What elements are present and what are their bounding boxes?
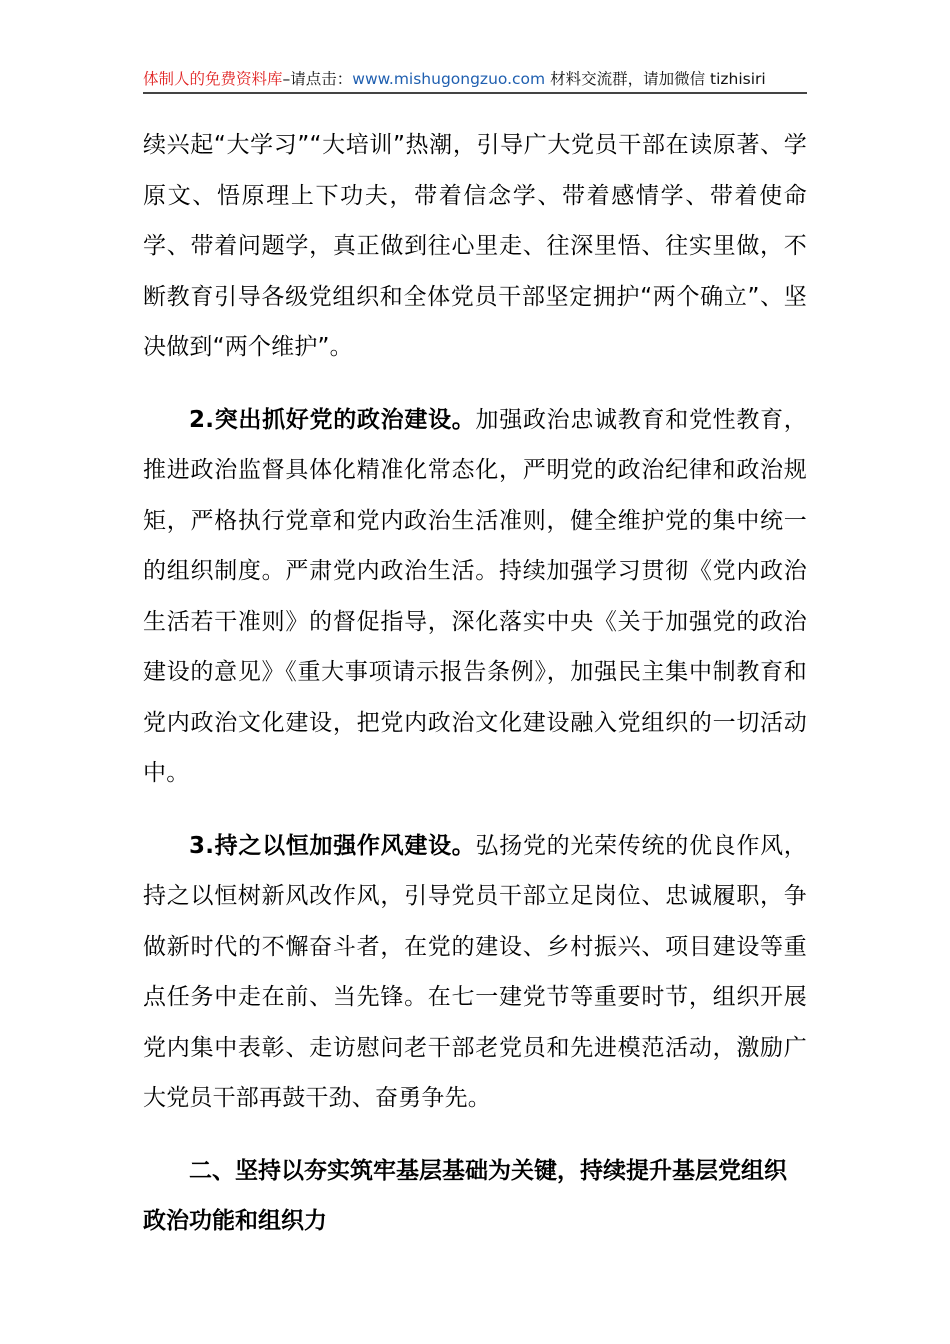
paragraph-text: 弘扬党的光荣传统的优良作风，持之以恒树新风改作风，引导党员干部立足岗位、忠诚履职，争做新时代的不懈奋斗者，在党的建设、乡村振兴、项目建设等重点任务中走在前、当先锋。在七一建党节等重要时节，组织开展党内集中表彰、走访慰问老干部老党员和先进模范活动，激励广大党员干部再鼓干劲、奋勇争先。 — [143, 832, 807, 1111]
paragraph-work-style — [143, 821, 807, 1124]
page-header — [143, 68, 807, 94]
paragraph-political-building — [143, 395, 807, 799]
section-heading: 二、坚持以夯实筑牢基层基础为关键，持续提升基层党组织政治功能和组织力 — [143, 1157, 787, 1234]
header-suffix: 材料交流群，请加微信 tizhisiri — [545, 70, 766, 88]
paragraph-lead: 3.持之以恒加强作风建设。 — [189, 832, 476, 859]
paragraph-text: 续兴起“大学习”“大培训”热潮，引导广大党员干部在读原著、学原文、悟原理上下功夫，带着信念学、带着感情学、带着使命学、带着问题学，真正做到往心里走、往深里悟、往实里做，不断教育引导各级党组织和全体党员干部坚定拥护“两个确立”、坚决做到“两个维护”。 — [143, 132, 807, 360]
header-divider — [143, 92, 807, 94]
paragraph-continuation — [143, 120, 807, 373]
document-body — [143, 120, 807, 1247]
header-prompt: –请点击： — [282, 70, 353, 88]
paragraph-text: 加强政治忠诚教育和党性教育，推进政治监督具体化精准化常态化，严明党的政治纪律和政治规矩，严格执行党章和党内政治生活准则，健全维护党的集中统一的组织制度。严肃党内政治生活。持续加强学习贯彻《党内政治生活若干准则》的督促指导，深化落实中央《关于加强党的政治建设的意见》《重大事项请示报告条例》，加强民主集中制教育和党内政治文化建设，把党内政治文化建设融入党组织的一切活动中。 — [143, 406, 807, 786]
header-url-link[interactable]: www.mishugongzuo.com — [352, 70, 546, 88]
paragraph-lead: 2.突出抓好党的政治建设。 — [189, 406, 476, 433]
header-brand: 体制人的免费资料库 — [143, 70, 283, 88]
